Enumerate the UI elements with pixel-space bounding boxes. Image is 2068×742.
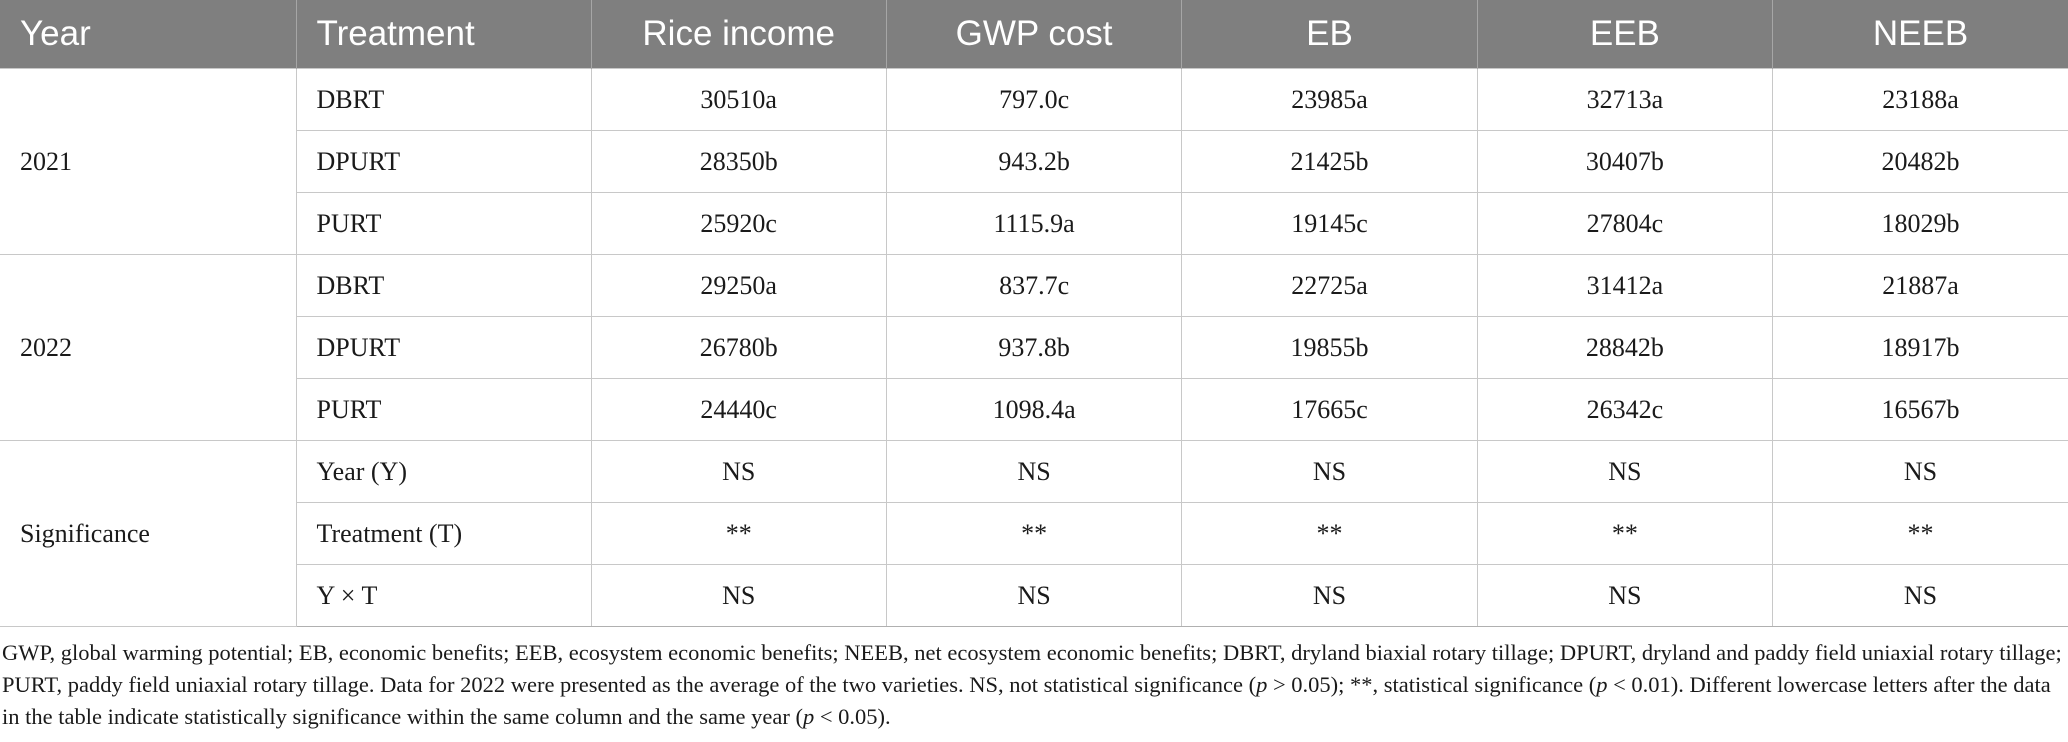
table-header-row xyxy=(0,0,2068,69)
header-year: Year xyxy=(0,0,296,69)
footnote-p-2: p xyxy=(1596,672,1608,697)
cell-treatment: DBRT xyxy=(296,69,591,131)
cell-treatment: DPURT xyxy=(296,317,591,379)
cell-rice-income: ** xyxy=(591,503,886,565)
footnote-p-3: p xyxy=(802,704,815,729)
cell-gwp-cost: 1098.4a xyxy=(886,379,1181,441)
cell-significance: Significance xyxy=(0,441,296,627)
cell-eeb: 30407b xyxy=(1477,131,1772,193)
cell-gwp-cost: 837.7c xyxy=(886,255,1181,317)
cell-neeb: NS xyxy=(1773,565,2068,627)
cell-treatment: DBRT xyxy=(296,255,591,317)
cell-neeb: 16567b xyxy=(1773,379,2068,441)
cell-neeb: 21887a xyxy=(1773,255,2068,317)
cell-eeb: 28842b xyxy=(1477,317,1772,379)
header-rice-income: Rice income xyxy=(591,0,886,69)
cell-rice-income: NS xyxy=(591,441,886,503)
table-row xyxy=(0,255,2068,317)
cell-rice-income: 24440c xyxy=(591,379,886,441)
cell-gwp-cost: 797.0c xyxy=(886,69,1181,131)
cell-eb: 21425b xyxy=(1182,131,1477,193)
table-row xyxy=(0,69,2068,131)
cell-neeb: 23188a xyxy=(1773,69,2068,131)
footnote-text-2: > 0.05); **, statistical significance ( xyxy=(1267,672,1597,697)
table-row xyxy=(0,379,2068,441)
cell-eb: 19145c xyxy=(1182,193,1477,255)
cell-treatment: PURT xyxy=(296,379,591,441)
header-treatment: Treatment xyxy=(296,0,591,69)
footnote-p-1: p xyxy=(1256,672,1268,697)
cell-eeb: 26342c xyxy=(1477,379,1772,441)
cell-rice-income: 25920c xyxy=(591,193,886,255)
cell-eeb: 31412a xyxy=(1477,255,1772,317)
cell-eb: 19855b xyxy=(1182,317,1477,379)
table-row xyxy=(0,565,2068,627)
cell-rice-income: 28350b xyxy=(591,131,886,193)
cell-eb: ** xyxy=(1182,503,1477,565)
header-eeb: EEB xyxy=(1477,0,1772,69)
cell-treatment: Year (Y) xyxy=(296,441,591,503)
table-footnote xyxy=(0,637,2068,733)
cell-neeb: ** xyxy=(1773,503,2068,565)
cell-eeb: ** xyxy=(1477,503,1772,565)
cell-treatment: Treatment (T) xyxy=(296,503,591,565)
header-neeb: NEEB xyxy=(1773,0,2068,69)
footnote-text-1: GWP, global warming potential; EB, economic benefits; EEB, ecosystem economic benefits; NEEB, net ecosystem economic benefits; DBRT, dryland biaxial rotary tillage; DPURT, dryland and paddy field uniaxial rotary tillage; PURT, paddy field uniaxial rotary tillage. Data for 2022 were presented as the average of the two varieties. NS, not statistical significance ( xyxy=(2,640,2062,697)
cell-rice-income: 30510a xyxy=(591,69,886,131)
table-row xyxy=(0,193,2068,255)
cell-treatment: DPURT xyxy=(296,131,591,193)
cell-eb: NS xyxy=(1182,565,1477,627)
cell-rice-income: NS xyxy=(591,565,886,627)
table-row xyxy=(0,441,2068,503)
footnote-text-4: < 0.05). xyxy=(814,704,891,729)
cell-eb: 23985a xyxy=(1182,69,1477,131)
table-row xyxy=(0,131,2068,193)
cell-treatment: Y × T xyxy=(296,565,591,627)
footnote-text-3: < 0.01). Different lowercase letters after the data in the table indicate statistically significance within the same column and the same year ( xyxy=(2,672,2051,729)
cell-gwp-cost: 937.8b xyxy=(886,317,1181,379)
cell-eeb: NS xyxy=(1477,565,1772,627)
cell-rice-income: 26780b xyxy=(591,317,886,379)
header-gwp-cost: GWP cost xyxy=(886,0,1181,69)
header-eb: EB xyxy=(1182,0,1477,69)
cell-gwp-cost: ** xyxy=(886,503,1181,565)
cell-year: 2022 xyxy=(0,255,296,441)
cell-gwp-cost: NS xyxy=(886,565,1181,627)
cell-neeb: 18917b xyxy=(1773,317,2068,379)
cell-eeb: 32713a xyxy=(1477,69,1772,131)
cell-eeb: NS xyxy=(1477,441,1772,503)
cell-neeb: NS xyxy=(1773,441,2068,503)
table-row xyxy=(0,317,2068,379)
cell-gwp-cost: NS xyxy=(886,441,1181,503)
cell-eb: 17665c xyxy=(1182,379,1477,441)
cell-gwp-cost: 943.2b xyxy=(886,131,1181,193)
cell-neeb: 20482b xyxy=(1773,131,2068,193)
cell-neeb: 18029b xyxy=(1773,193,2068,255)
cell-eb: 22725a xyxy=(1182,255,1477,317)
table-row xyxy=(0,503,2068,565)
cell-eb: NS xyxy=(1182,441,1477,503)
cell-eeb: 27804c xyxy=(1477,193,1772,255)
cell-gwp-cost: 1115.9a xyxy=(886,193,1181,255)
cell-treatment: PURT xyxy=(296,193,591,255)
cell-year: 2021 xyxy=(0,69,296,255)
cell-rice-income: 29250a xyxy=(591,255,886,317)
